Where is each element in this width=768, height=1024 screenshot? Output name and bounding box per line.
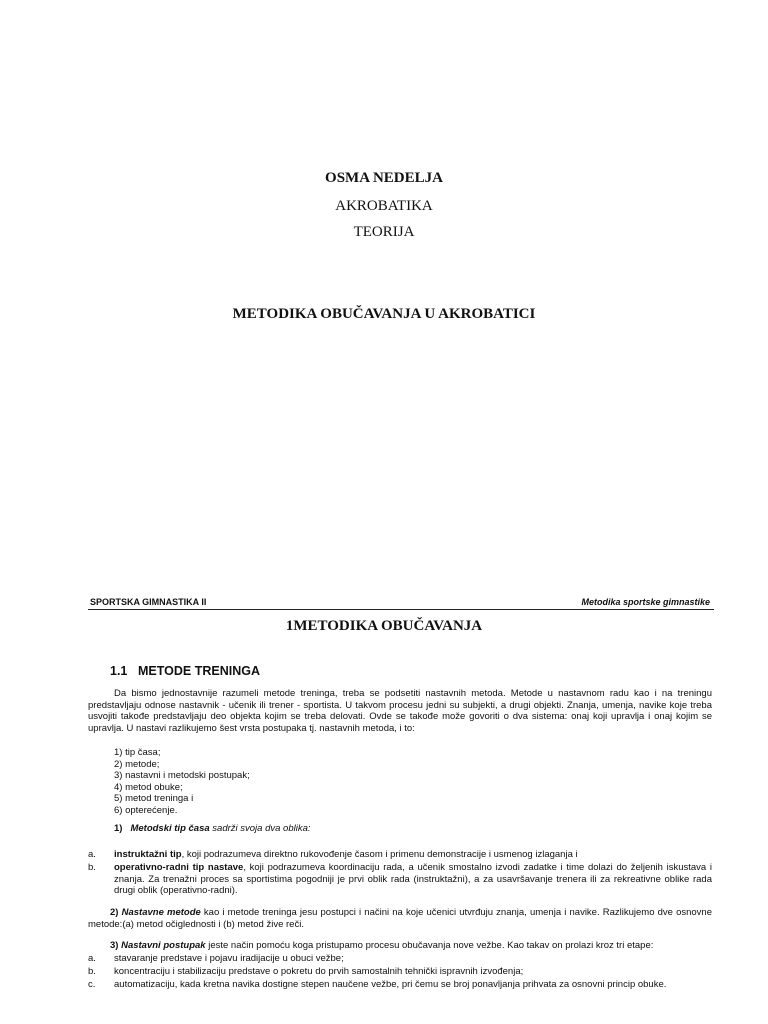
section-number: 1.1 bbox=[110, 664, 128, 678]
method-types-list bbox=[114, 747, 250, 817]
list-item: 5) metod treninga i bbox=[114, 793, 194, 805]
section-heading bbox=[110, 664, 260, 678]
chapter-heading: 1METODIKA OBUČAVANJA bbox=[285, 618, 483, 634]
list-item: 3) nastavni i metodski postupak; bbox=[114, 770, 250, 782]
stage-item-c bbox=[88, 979, 712, 991]
stage-key: b. bbox=[88, 966, 96, 977]
header-right: Metodika sportske gimnastike bbox=[581, 597, 710, 607]
method3-text: jeste način pomoću koga pristupamo procesu obučavanja nove vežbe. Kao takav on prolazi kroz tri etape: bbox=[205, 940, 654, 951]
list-item: 4) metod obuke; bbox=[114, 781, 183, 793]
form-text: , koji podrazumeva direktno rukovođenje časom i primenu demonstracije i usmenog izlaganja i bbox=[181, 849, 578, 860]
section-title: METODE TRENINGA bbox=[138, 664, 260, 678]
stage-item-a bbox=[88, 953, 712, 965]
stage-key: a. bbox=[88, 953, 96, 964]
method2-number: 2) bbox=[110, 907, 119, 918]
form-key: a. bbox=[88, 849, 96, 860]
method3-term: Nastavni postupak bbox=[121, 940, 206, 951]
method3-paragraph bbox=[88, 940, 712, 952]
list-item: 6) opterećenje. bbox=[114, 804, 178, 816]
method2-paragraph bbox=[88, 907, 712, 930]
stage-text: automatizaciju, kada kretna navika dostigne stepen naučene vežbe, pri čemu se broj ponavljanja prihvata za osnovni princip obuke. bbox=[114, 979, 667, 990]
method1-term: Metodski tip časa bbox=[130, 823, 210, 834]
intro-paragraph: Da bismo jednostavnije razumeli metode treninga, treba se podsetiti nastavnih metoda. Metode u nastavnom radu kao i na treningu predstavljaju odnose nastavnik - učenik ili trener - sportista. U takvom procesu jedni su subjekti, a drugi objekti. Znanja, umenja, navike koje treba usvojiti takođe predstavljaju deo objekta kojim se treba delovati. Ovde se takođe može govoriti o dva sistema: onaj koji upravlja i onaj kojim se upravlja. U nastavi razlikujemo šest vrsta postupaka tj. nastavnih metoda, i to: bbox=[88, 688, 712, 734]
method1-heading bbox=[114, 823, 311, 835]
method3-number: 3) bbox=[110, 940, 119, 951]
main-title: METODIKA OBUČAVANJA U AKROBATICI bbox=[232, 306, 536, 322]
stage-text: stavaranje predstave i pojavu iradijacije u obuci vežbe; bbox=[114, 953, 344, 964]
method1-text: sadrži svoja dva oblika: bbox=[209, 823, 311, 834]
subject-title: AKROBATIKA bbox=[335, 198, 433, 214]
form-item-a bbox=[88, 849, 712, 861]
form-key: b. bbox=[88, 862, 96, 873]
theory-title: TEORIJA bbox=[353, 224, 415, 240]
list-item: 2) metode; bbox=[114, 758, 160, 770]
method2-term: Nastavne metode bbox=[121, 907, 201, 918]
form-text: , koji podrazumeva koordinaciju rada, a učenik smostalno izvodi zadatke i time dolazi do željenih iskustava i znanja. Za trenažni proces sa sportistima pogodniji je prvi oblik rada (instruktažni), a za usavršavanje trenera ili za rekreativne oblike rada drugi oblik (operativno-radni). bbox=[114, 862, 712, 897]
stage-text: koncentraciju i stabilizaciju predstave o pokretu do prvih samostalnih tehnički ispravnih izvođenja; bbox=[114, 966, 524, 977]
stage-item-b bbox=[88, 966, 712, 978]
method1-number: 1) bbox=[114, 823, 123, 834]
running-header bbox=[88, 597, 714, 610]
form-term: operativno-radni tip nastave bbox=[114, 862, 244, 873]
week-title: OSMA NEDELJA bbox=[325, 170, 443, 186]
list-item: 1) tip časa; bbox=[114, 747, 161, 758]
header-left: SPORTSKA GIMNASTIKA II bbox=[90, 597, 207, 607]
form-term: instruktažni tip bbox=[114, 849, 182, 860]
stage-key: c. bbox=[88, 979, 96, 990]
method2-text: kao i metode treninga jesu postupci i načini na koje učenici utvrđuju znanja, umenja i navike. Razlikujemo dve osnovne metode:(a) metod očiglednosti i (b) metod žive reči. bbox=[88, 907, 713, 930]
form-item-b bbox=[88, 862, 712, 897]
